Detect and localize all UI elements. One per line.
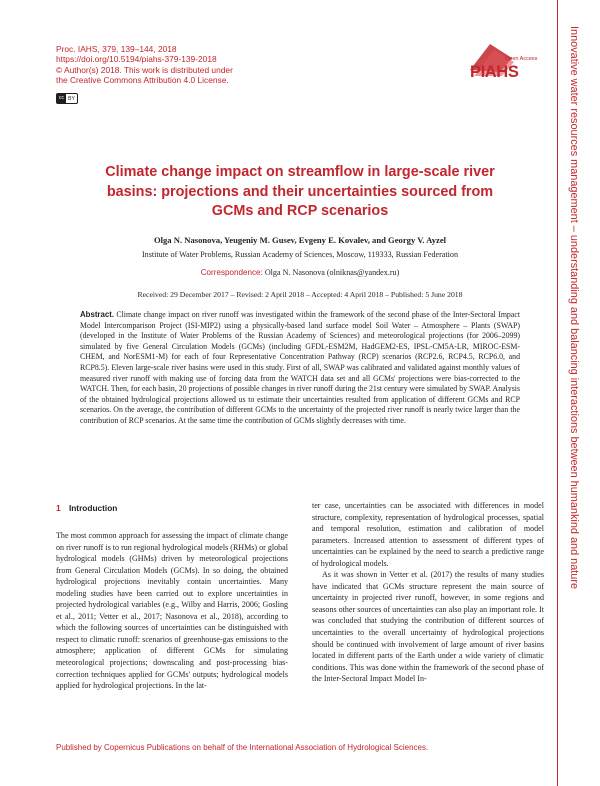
- open-access-label: Open Access: [505, 56, 538, 62]
- sidebar-divider: [557, 0, 558, 786]
- abstract-label: Abstract.: [80, 310, 114, 319]
- paper-title: Climate change impact on streamflow in large-scale river basins: projections and their uncertainties sourced from GCMs and RCP scenarios: [105, 164, 495, 219]
- correspondence: [60, 268, 540, 277]
- body-column-right: [312, 500, 544, 685]
- publisher-footer: Published by Copernicus Publications on behalf of the International Association of Hydrological Sciences.: [56, 743, 429, 752]
- journal-logo-text: PIAHS: [470, 63, 519, 81]
- abstract-text: Climate change impact on river runoff was investigated within the framework of the second phase of the Inter-Sectoral Impact Model Intercomparison Project (ISI-MIP2) using a physically-based land surface model Soil Water – Atmosphere – Plants (SWAP) (developed in the Institute of Water Problems of the Russian Academy of Sciences) and meteorological projections (for 2006–2099) simulated by five General Circulation Models (GCMs) (including GFDL-ESM2M, HadGEM2-ES, IPSL-CM5A-LR, MIROC-ESM-CHEM, and NorESM1-M) for each of four Representative Concentration Pathway (RCP) scenarios (RCP2.6, RCP4.5, RCP6.0, and RCP8.5). Eleven large-scale river basins were used in this study. First of all, SWAP was calibrated and validated against monthly values of measured river runoff with making use of forcing data from the WATCH data set and all GCMs' projections were bias-corrected to the WATCH. Then, for each basin, 20 projections of possible changes in river runoff during the 21st century were simulated by SWAP. Analysis of the obtained hydrological projections allowed us to estimate their uncertainties resulted from application of different GCMs and RCP scenarios. On the average, the contribution of different GCMs to the uncertainty of the projected river runoff is nearly twice larger than the contribution of RCP scenarios. At the same time the contribution of GCMs slightly decreases with time.: [80, 310, 520, 425]
- cc-badge-right: BY: [68, 95, 75, 102]
- section-number: 1: [56, 503, 61, 513]
- paragraph: The most common approach for assessing the impact of climate change on river runoff is to run regional hydrological models (RHMs) or global hydrological models (GHMs) driven by meteorological projections from General Circulation Models (GCMs). In so doing, the obtained hydrological projections inevitably contain uncertainties. Many modeling studies have been carried out to explore uncertainties in projected hydrological variables (e.g., Wilby and Harris, 2006; Gosling et al., 2011; Vetter et al., 2017; Nasonova et al., 2018), according to which the following sources of uncertainties can be distinguished with respect to climatic runoff: scenarios of greenhouse-gas emissions to the atmosphere; application of different GCMs for simulating meteorological projections; downscaling and post-processing bias-correction techniques applied for GCMs' outputs; hydrological models applied for hydrological projections. In the lat-: [56, 531, 288, 691]
- paragraph: ter case, uncertainties can be associated with differences in model structure, complexity, representation of hydrological processes, spatial and temporal resolution, estimation and calibration of model parameters. Increased attention to assessment of different types of uncertainties can be explained by the need to search a predictive range of hydrological models.: [312, 501, 544, 568]
- paragraph: As it was shown in Vetter et al. (2017) the results of many studies have indicated that GCMs structure represent the main source of uncertainty in projected river runoff, however, in some regions and seasons other sources of uncertainties can also play an important role. It was concluded that studying the contribution of different sources of uncertainties to the overall uncertainty of hydrological projections should be continued with involvement of large amount of river basins located in different parts of the Earth under a wide variety of climatic conditions. This was done within the framework of the second phase of the Inter-Sectoral Impact Model In-: [312, 570, 544, 684]
- correspondence-label: Correspondence:: [200, 268, 263, 277]
- body-column-left: [56, 530, 288, 692]
- author-list: Olga N. Nasonova, Yeugeniy M. Gusev, Evgeny E. Kovalev, and Georgy V. Ayzel: [153, 235, 447, 245]
- special-issue-sidebar: Innovative water resources management – understanding and balancing interactions between humankind and nature: [568, 26, 580, 590]
- rights-line-1: © Author(s) 2018. This work is distributed under: [56, 64, 233, 75]
- affiliation: Institute of Water Problems, Russian Academy of Sciences, Moscow, 119333, Russian Federation: [141, 250, 458, 259]
- article-meta: [56, 44, 233, 86]
- cc-by-icon[interactable]: [56, 93, 78, 104]
- cc-badge-left: cc: [59, 95, 64, 101]
- rights-line-2: the Creative Commons Attribution 4.0 License.: [56, 75, 229, 86]
- section-heading: [56, 503, 117, 513]
- journal-citation: Proc. IAHS, 379, 139–144, 2018: [56, 44, 177, 54]
- abstract: [80, 310, 520, 427]
- doi-link[interactable]: https://doi.org/10.5194/piahs-379-139-2018: [56, 54, 217, 65]
- section-title: Introduction: [68, 503, 118, 513]
- correspondence-value[interactable]: Olga N. Nasonova (olniknas@yandex.ru): [264, 268, 400, 277]
- history-dates: Received: 29 December 2017 – Revised: 2 April 2018 – Accepted: 4 April 2018 – Published: 5 June 2018: [137, 290, 463, 299]
